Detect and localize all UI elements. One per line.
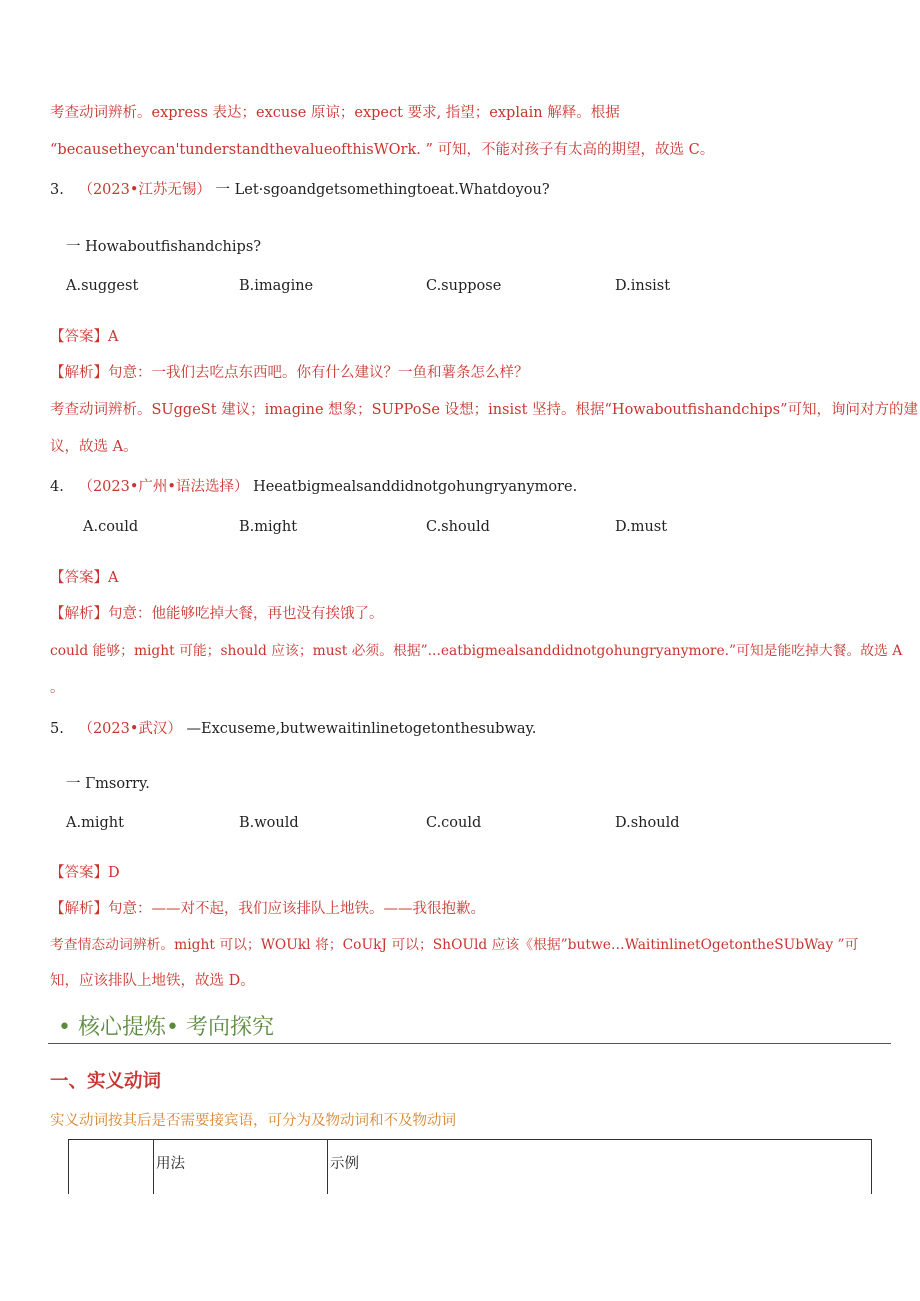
answer-4 [50,568,118,588]
answer-5 [50,863,120,883]
option-d: D.must [615,519,668,535]
analysis-text: 句意：他能够吃掉大餐，再也没有挨饿了。 [108,606,384,622]
table-header-row [69,1140,872,1195]
answer-label: 【答案】 [50,865,108,881]
option-a: A.suggest [66,278,139,294]
analysis-4-line2: could 能够；might 可能；should 应该；must 必须。根据”...eatbigmealsanddidnotgohungryanymore.”可知是能吃掉大餐。故选 A [50,643,903,659]
option-b: B.would [239,815,299,831]
question-number: 5. [50,721,64,737]
question-stem: —Excuseme,butwewaitinlinetogetonthesubway. [186,721,537,737]
analysis-label: 【解析】 [50,901,108,917]
usage-table [68,1139,872,1194]
analysis-5-line1 [50,899,485,919]
question-number: 4. [50,479,64,495]
answer-3 [50,327,118,347]
question-5 [50,719,536,739]
question-3 [50,180,550,200]
section-subtitle: 一、实义动词 [50,1071,162,1092]
analysis-5-line3: 知，应该排队上地铁，故选 D。 [50,973,255,989]
question-5-reply: 一 Γmsorry. [66,776,150,792]
option-c: C.suppose [426,278,502,294]
option-c: C.could [426,815,482,831]
answer-value: A [108,570,119,586]
question-source: （2023•广州•语法选择） [78,479,249,495]
analysis-text: 句意：——对不起，我们应该排队上地铁。——我很抱歉。 [108,901,485,917]
option-c: C.should [426,519,490,535]
question-3-reply: 一 Howaboutfishandchips? [66,239,262,255]
question-4 [50,477,577,497]
section-title: • 核心提炼• 考向探究 [58,1015,274,1040]
option-b: B.might [239,519,298,535]
analysis-4-line1 [50,604,384,624]
q2-analysis-line1: 考查动词辨析。express 表达；excuse 原谅；expect 要求, 指望；explain 解释。根据 [50,105,620,121]
answer-label: 【答案】 [50,570,108,586]
table-header-cell: 示例 [328,1140,872,1195]
analysis-text: 句意：一我们去吃点东西吧。你有什么建议？一鱼和薯条怎么样？ [108,365,529,381]
table-header-cell [69,1140,154,1195]
option-d: D.should [615,815,680,831]
question-source: （2023•江苏无锡） [78,182,211,198]
question-stem: Heeatbigmealsanddidnotgohungryanymore. [253,479,578,495]
answer-label: 【答案】 [50,329,108,345]
analysis-label: 【解析】 [50,606,108,622]
answer-value: A [108,329,119,345]
question-number: 3. [50,182,64,198]
option-b: B.imagine [239,278,314,294]
table-header-cell: 用法 [154,1140,328,1195]
q2-analysis-line2: “becausetheycan'tunderstandthevalueofthisWOrk. ” 可知，不能对孩子有太高的期望，故选 C。 [50,142,715,158]
question-source: （2023•武汉） [78,721,182,737]
option-a: A.could [83,519,139,535]
answer-value: D [108,865,120,881]
option-a: A.might [66,815,124,831]
analysis-3-line2: 考查动词辨析。SUggeSt 建议；imagine 想象；SUPPoSe 设想；insist 坚持。根据“Howaboutfishandchips”可知，询问对方的建 [50,402,918,418]
section-intro: 实义动词按其后是否需要接宾语，可分为及物动词和不及物动词 [50,1113,456,1129]
analysis-5-line2: 考查情态动词辨析。might 可以；WOUkl 将；CoUkJ 可以；ShOUld 应该《根据”butwe…WaitinlinetOgetontheSUbWay ”可 [50,937,859,953]
option-d: D.insist [615,278,671,294]
section-divider [48,1043,891,1044]
analysis-4-line3: 。 [50,680,65,696]
analysis-3-line1 [50,363,529,383]
analysis-label: 【解析】 [50,365,108,381]
question-stem: 一 Let·sgoandgetsomethingtoeat.Whatdoyou? [215,182,550,198]
analysis-3-line3: 议，故选 A。 [50,439,138,455]
